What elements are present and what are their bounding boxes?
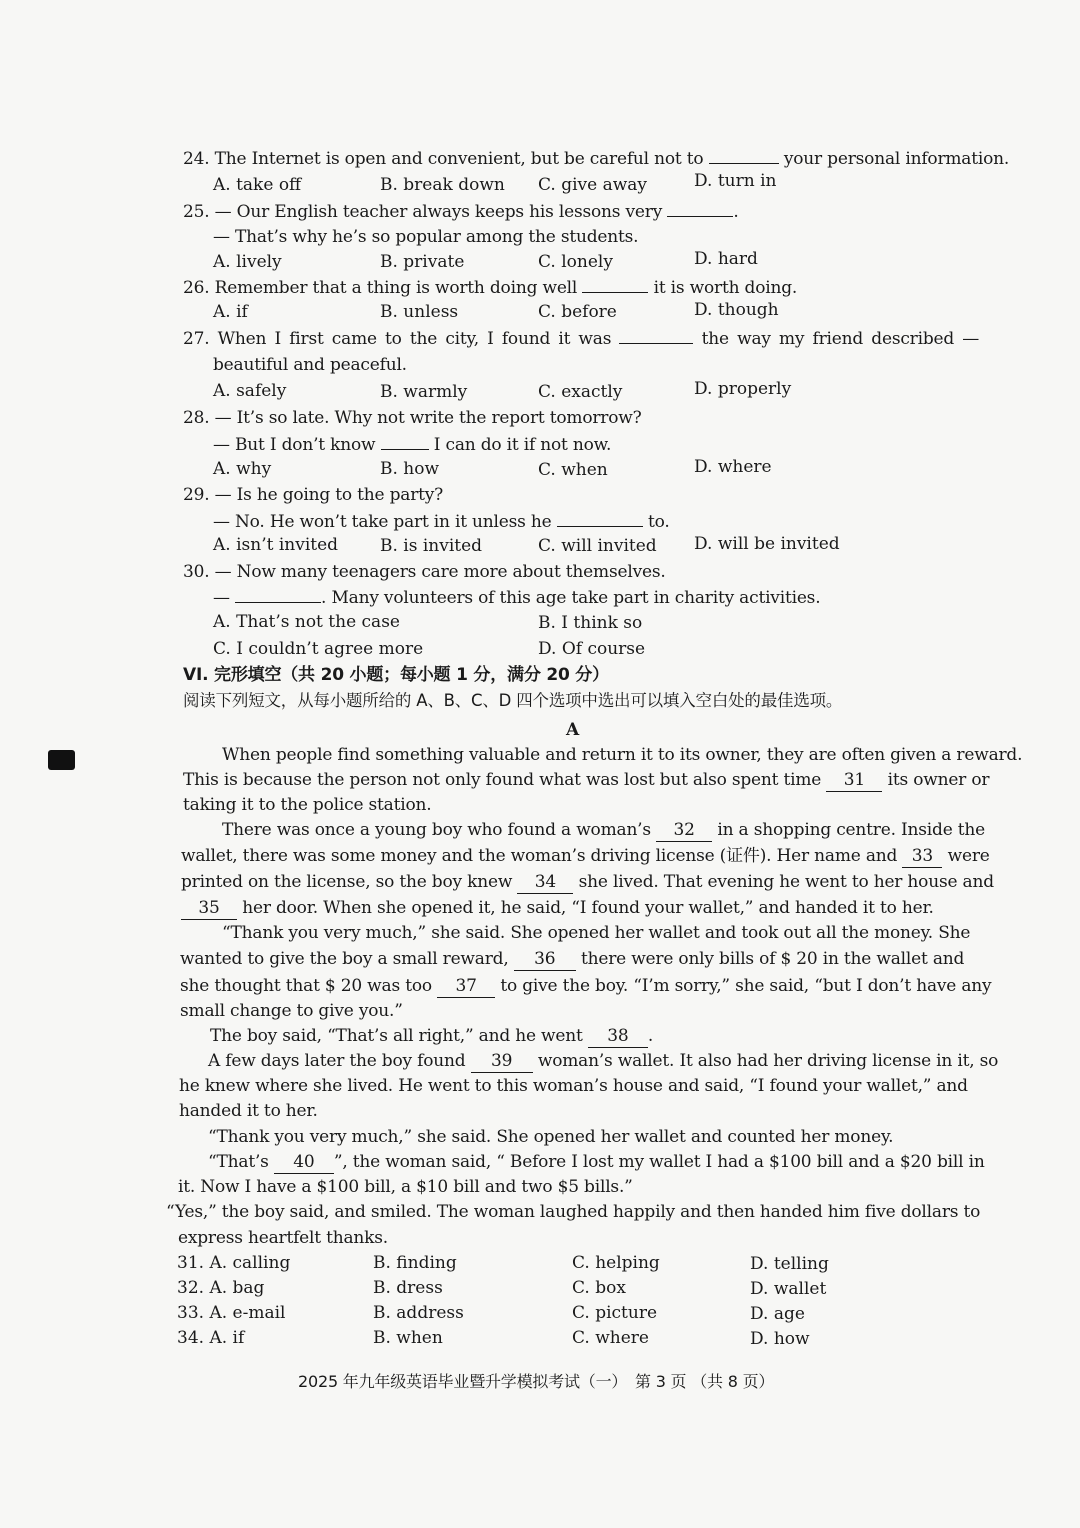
- question-30-reply: — . Many volunteers of this age take part in charity activities.: [213, 588, 821, 608]
- answer-blank: [619, 327, 693, 344]
- passage-line: printed on the license, so the boy knew 34 she lived. That evening he went to her house and: [181, 872, 994, 892]
- passage-line: she thought that $ 20 was too 37 to give the boy. “I’m sorry,” she said, “but I don’t have any: [180, 976, 992, 996]
- option-a: A. why: [213, 459, 272, 479]
- blank-38: 38: [588, 1025, 648, 1048]
- option-33-a: 33. A. e-mail: [177, 1303, 286, 1323]
- option-31-b: B. finding: [373, 1253, 457, 1273]
- passage-line: “That’s 40 ”, the woman said, “ Before I lost my wallet I had a $100 bill and a $20 bill in: [208, 1152, 985, 1172]
- option-b: B. is invited: [380, 536, 483, 556]
- option-d: D. will be invited: [694, 534, 840, 554]
- option-d: D. Of course: [538, 639, 646, 659]
- question-24: 24. The Internet is open and convenient, but be careful not to your personal information.: [183, 149, 1010, 169]
- passage-line: handed it to her.: [179, 1101, 318, 1121]
- option-32-b: B. dress: [373, 1278, 443, 1298]
- option-a: A. That’s not the case: [213, 612, 400, 632]
- option-d: D. turn in: [694, 171, 777, 191]
- option-c: C. I couldn’t agree more: [213, 639, 424, 659]
- option-b: B. break down: [380, 175, 505, 195]
- passage-line: The boy said, “That’s all right,” and he went 38 .: [210, 1026, 654, 1046]
- passage-line: This is because the person not only found what was lost but also spent time 31 its owner or: [183, 770, 990, 790]
- question-28: 28. — It’s so late. Why not write the report tomorrow?: [183, 408, 642, 428]
- option-a: A. take off: [213, 175, 302, 195]
- answer-blank: [235, 586, 321, 603]
- option-b: B. warmly: [380, 382, 468, 402]
- option-d: D. though: [694, 300, 779, 320]
- answer-blank: [557, 510, 643, 527]
- option-a: A. if: [213, 302, 248, 322]
- option-b: B. I think so: [538, 613, 643, 633]
- option-d: D. where: [694, 457, 772, 477]
- page-footer: 2025 年九年级英语毕业暨升学模拟考试（一） 第 3 页 （共 8 页）: [298, 1372, 775, 1391]
- option-a: A. lively: [213, 252, 282, 272]
- passage-line: express heartfelt thanks.: [178, 1228, 388, 1248]
- passage-line: taking it to the police station.: [183, 795, 432, 815]
- blank-39: 39: [471, 1050, 533, 1073]
- passage-line: he knew where she lived. He went to this woman’s house and said, “I found your wallet,” and: [179, 1076, 968, 1096]
- passage-line: it. Now I have a $100 bill, a $10 bill and two $5 bills.”: [178, 1177, 633, 1197]
- passage-line: 35 her door. When she opened it, he said, “I found your wallet,” and handed it to her.: [181, 897, 934, 920]
- blank-32: 32: [656, 819, 712, 842]
- option-34-d: D. how: [750, 1329, 810, 1349]
- question-27: 27. When I first came to the city, I found it was the way my friend described —: [183, 329, 980, 349]
- option-34-a: 34. A. if: [177, 1328, 245, 1348]
- blank-31: 31: [826, 769, 882, 792]
- passage-label: A: [566, 720, 579, 740]
- blank-33: 33: [902, 845, 942, 868]
- option-33-d: D. age: [750, 1304, 805, 1324]
- option-32-c: C. box: [572, 1278, 626, 1298]
- option-32-d: D. wallet: [750, 1279, 827, 1299]
- question-29: 29. — Is he going to the party?: [183, 485, 444, 505]
- question-29-reply: — No. He won’t take part in it unless he to.: [213, 512, 670, 532]
- passage-line: “Yes,” the boy said, and smiled. The woman laughed happily and then handed him five dollars to: [166, 1202, 981, 1222]
- option-c: C. give away: [538, 175, 648, 195]
- option-a: A. safely: [213, 381, 287, 401]
- scan-mark: [48, 750, 75, 770]
- passage-line: There was once a young boy who found a woman’s 32 in a shopping centre. Inside the: [222, 820, 986, 840]
- option-c: C. when: [538, 460, 608, 480]
- blank-37: 37: [437, 975, 495, 998]
- blank-35: 35: [181, 897, 237, 920]
- passage-line: wanted to give the boy a small reward, 36 there were only bills of $ 20 in the wallet and: [180, 949, 965, 969]
- question-25-reply: — That’s why he’s so popular among the students.: [213, 227, 639, 247]
- option-33-c: C. picture: [572, 1303, 658, 1323]
- option-33-b: B. address: [373, 1303, 464, 1323]
- option-c: C. before: [538, 302, 617, 322]
- option-a: A. isn’t invited: [213, 535, 339, 555]
- answer-blank: [381, 433, 429, 450]
- passage-line: “Thank you very much,” she said. She opened her wallet and took out all the money. She: [222, 923, 971, 943]
- question-30: 30. — Now many teenagers care more about themselves.: [183, 562, 666, 582]
- option-34-c: C. where: [572, 1328, 649, 1348]
- option-b: B. private: [380, 252, 465, 272]
- passage-line: wallet, there was some money and the woman’s driving license (证件). Her name and 33 were: [181, 846, 990, 866]
- answer-blank: [709, 147, 779, 164]
- blank-40: 40: [274, 1151, 334, 1174]
- answer-blank: [667, 200, 733, 217]
- question-27-cont: beautiful and peaceful.: [213, 355, 407, 375]
- option-34-b: B. when: [373, 1328, 443, 1348]
- option-b: B. unless: [380, 302, 459, 322]
- option-31-d: D. telling: [750, 1254, 829, 1274]
- section-instruction: 阅读下列短文，从每小题所给的 A、B、C、D 四个选项中选出可以填入空白处的最佳选项。: [183, 691, 843, 710]
- question-26: 26. Remember that a thing is worth doing well it is worth doing.: [183, 278, 798, 298]
- passage-line: When people find something valuable and return it to its owner, they are often given a reward.: [222, 745, 1023, 765]
- answer-blank: [582, 276, 648, 293]
- option-c: C. lonely: [538, 252, 613, 272]
- option-b: B. how: [380, 459, 440, 479]
- option-d: D. properly: [694, 379, 792, 399]
- option-c: C. exactly: [538, 382, 623, 402]
- passage-line: “Thank you very much,” she said. She opened her wallet and counted her money.: [208, 1127, 894, 1147]
- option-d: D. hard: [694, 249, 758, 269]
- option-31-c: C. helping: [572, 1253, 660, 1273]
- question-25: 25. — Our English teacher always keeps his lessons very .: [183, 202, 739, 222]
- question-28-reply: — But I don’t know I can do it if not now.: [213, 435, 612, 455]
- blank-36: 36: [514, 948, 576, 971]
- passage-line: A few days later the boy found 39 woman’s wallet. It also had her driving license in it, so: [208, 1051, 999, 1071]
- passage-line: small change to give you.”: [180, 1001, 403, 1021]
- option-31-a: 31. A. calling: [177, 1253, 291, 1273]
- section-title: VI. 完形填空（共 20 小题；每小题 1 分，满分 20 分）: [183, 665, 609, 685]
- blank-34: 34: [517, 871, 573, 894]
- option-c: C. will invited: [538, 536, 657, 556]
- option-32-a: 32. A. bag: [177, 1278, 265, 1298]
